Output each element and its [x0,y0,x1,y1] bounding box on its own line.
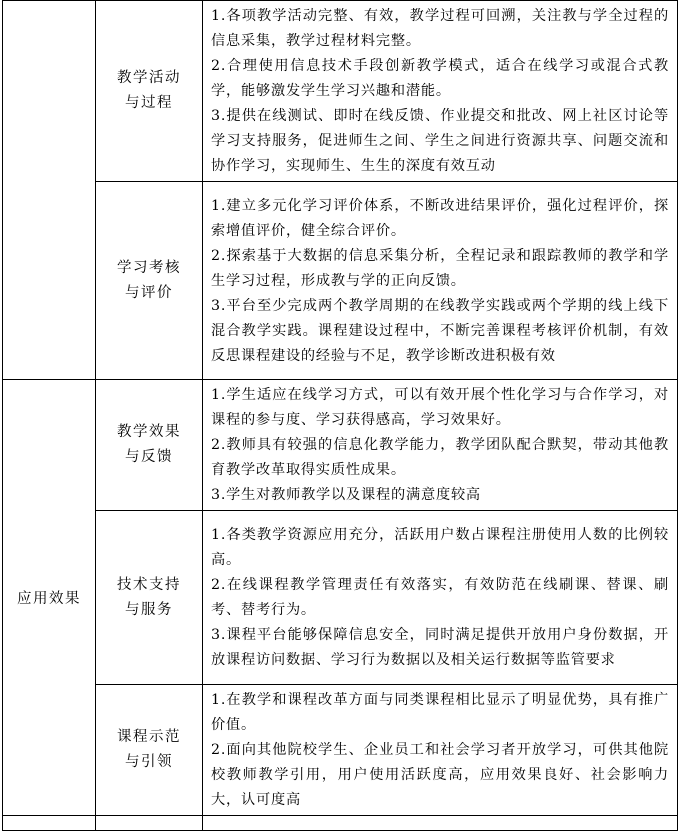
table-row-partial [3,816,678,831]
category-cell: 应用效果 [3,380,96,816]
table-row [3,182,678,380]
criteria-description [203,685,678,816]
subcategory-cell: 课程示范与引领 [96,685,203,816]
table-row [3,685,678,816]
criteria-description [203,511,678,685]
criteria-item: 3.提供在线测试、即时在线反馈、作业提交和批改、网上社区讨论等学习支持服务，促进师生之间、学生之间进行资源共享、问题交流和协作学习，实现师生、生生的深度有效互动 [211,108,669,174]
criteria-item: 1.建立多元化学习评价体系，不断改进结果评价，强化过程评价，探索增值评价，健全综合评价。 [211,197,669,239]
evaluation-criteria-table [2,0,678,831]
criteria-item: 1.在教学和课程改革方面与同类课程相比显示了明显优势，具有推广价值。 [211,692,669,733]
criteria-description [203,182,678,380]
criteria-item: 2.面向其他院校学生、企业员工和社会学习者开放学习，可供其他院校教师教学引用，用户使用活跃度高，应用效果良好、社会影响力大，认可度高 [211,742,669,808]
criteria-item: 1.学生适应在线学习方式，可以有效开展个性化学习与合作学习，对课程的参与度、学习获得感高，学习效果好。 [211,387,669,428]
subcategory-cell: 教学效果与反馈 [96,380,203,511]
criteria-item: 2.在线课程教学管理责任有效落实，有效防范在线刷课、替课、刷考、替考行为。 [211,577,669,618]
criteria-item: 3.课程平台能够保障信息安全，同时满足提供开放用户身份数据，开放课程访问数据、学习行为数据以及相关运行数据等监管要求 [211,627,669,668]
criteria-item: 1.各类教学资源应用充分，活跃用户数占课程注册使用人数的比例较高。 [211,527,669,568]
subcategory-cell: 技术支持与服务 [96,511,203,685]
empty-cell [96,816,203,831]
empty-cell [3,816,96,831]
empty-cell [203,816,678,831]
criteria-item: 2.教师具有较强的信息化教学能力，教学团队配合默契，带动其他教育教学改革取得实质性成果。 [211,437,669,478]
table-row [3,1,678,182]
criteria-item: 2.合理使用信息技术手段创新教学模式，适合在线学习或混合式教学，能够激发学生学习兴趣和潜能。 [211,58,669,99]
table-row [3,380,678,511]
subcategory-cell: 教学活动与过程 [96,1,203,182]
criteria-description [203,380,678,511]
criteria-item: 1.各项教学活动完整、有效，教学过程可回溯，关注教与学全过程的信息采集，教学过程材料完整。 [211,8,669,49]
table-row [3,511,678,685]
criteria-item: 3.平台至少完成两个教学周期的在线教学实践或两个学期的线上线下混合教学实践。课程建设过程中，不断完善课程考核评价机制，有效反思课程建设的经验与不足，教学诊断改进积极有效 [211,297,669,364]
criteria-item: 3.学生对教师教学以及课程的满意度较高 [211,487,481,503]
subcategory-cell: 学习考核与评价 [96,182,203,380]
criteria-description [203,1,678,182]
category-cell-continued [3,1,96,380]
criteria-item: 2.探索基于大数据的信息采集分析，全程记录和跟踪教师的教学和学生学习过程，形成教与学的正向反馈。 [211,247,669,289]
